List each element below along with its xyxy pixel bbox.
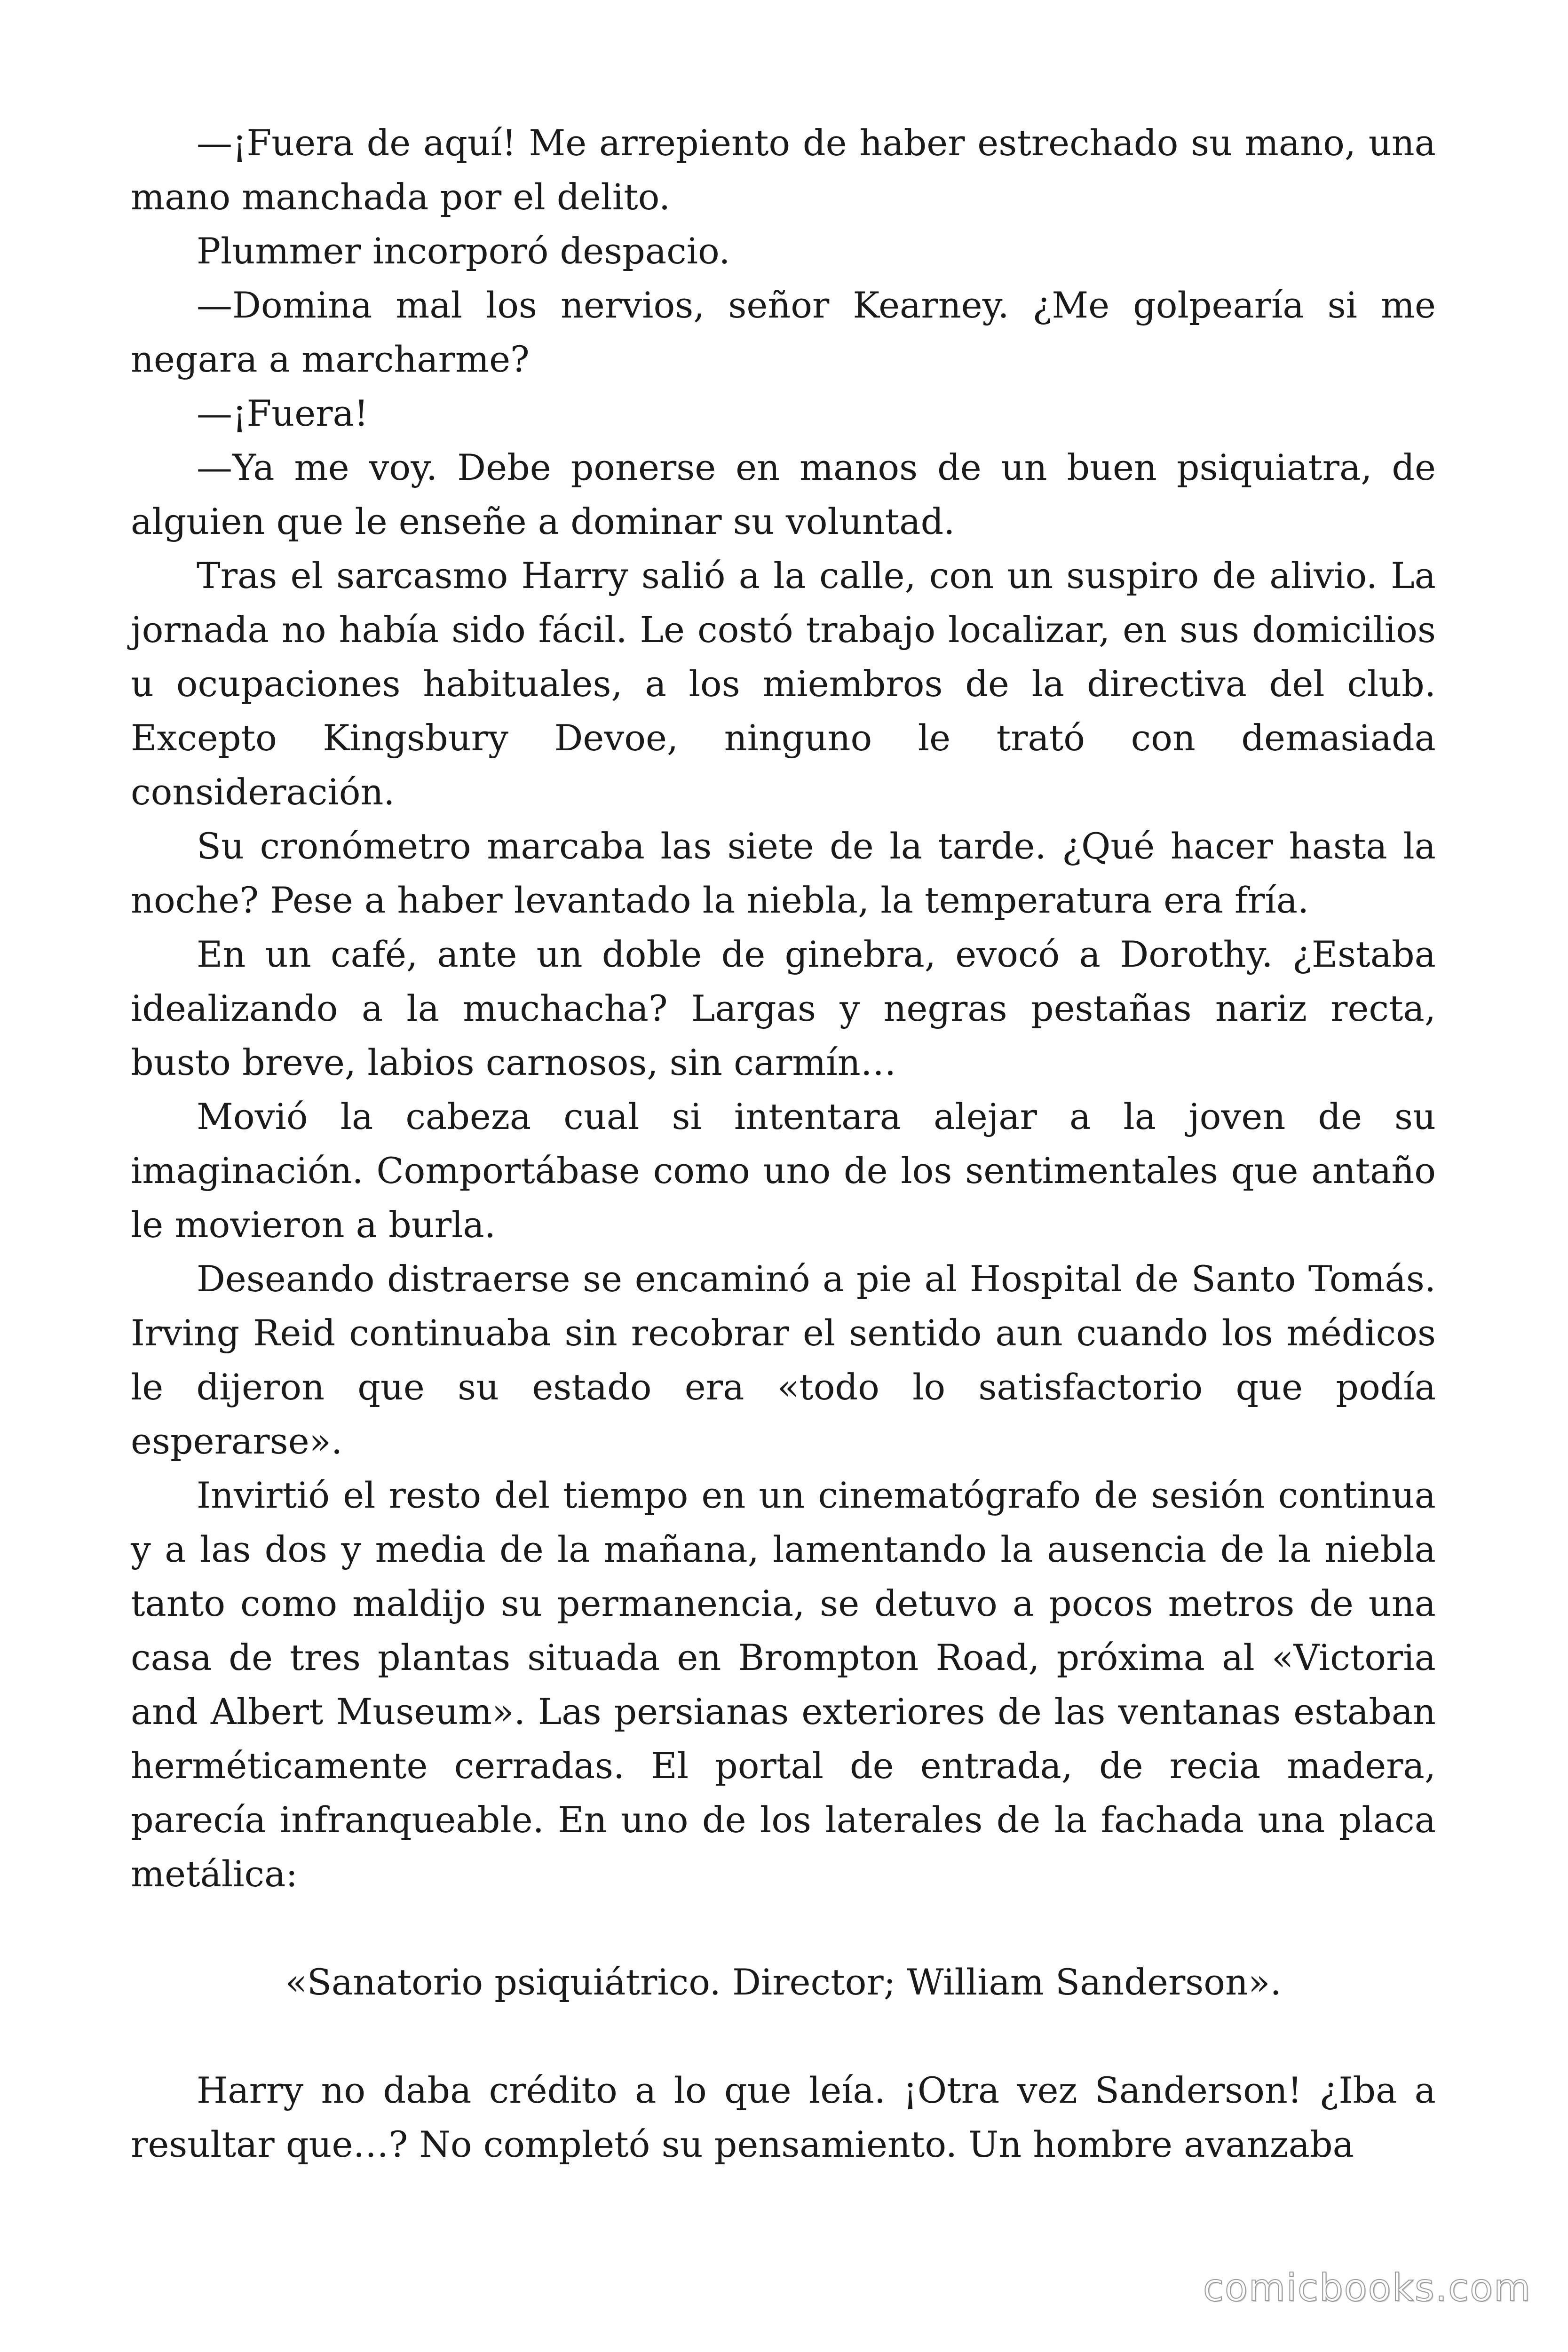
text-column (131, 116, 1436, 2171)
paragraph: En un café, ante un doble de ginebra, evocó a Dorothy. ¿Estaba idealizando a la muchacha? Largas y negras pestañas nariz recta, busto breve, labios carnosos, sin carmín… (131, 933, 1436, 1083)
paragraph: Deseando distraerse se encaminó a pie al Hospital de Santo Tomás. Irving Reid continuaba sin recobrar el sentido aun cuando los médicos le dijeron que su estado era «todo lo satisfactorio que podía esperarse». (131, 1258, 1436, 1462)
paragraph: Invirtió el resto del tiempo en un cinematógrafo de sesión continua y a las dos y media de la mañana, lamentando la ausencia de la niebla tanto como maldijo su permanencia, se detuvo a pocos metros de una casa de tres plantas situada en Brompton Road, próxima al «Victoria and Albert Museum». Las persianas exteriores de las ventanas estaban herméticamente cerradas. El portal de entrada, de recia madera, parecía infranqueable. En uno de los laterales de la fachada una placa metálica: (131, 1474, 1436, 1895)
paragraph: —¡Fuera! (197, 392, 369, 434)
sanatorium-sign-text: «Sanatorio psiquiátrico. Director; William Sanderson». (285, 1961, 1282, 2003)
paragraph: Plummer incorporó despacio. (197, 230, 730, 272)
paragraph: Tras el sarcasmo Harry salió a la calle, con un suspiro de alivio. La jornada no había sido fácil. Le costó trabajo localizar, en sus domicilios u ocupaciones habituales, a los miembros de la directiva del club. Excepto Kingsbury Devoe, ninguno le trató con demasiada consideración. (131, 555, 1436, 813)
paragraph: Movió la cabeza cual si intentara alejar a la joven de su imaginación. Comportábase como uno de los sentimentales que antaño le movieron a burla. (131, 1096, 1436, 1246)
paragraph: Su cronómetro marcaba las siete de la tarde. ¿Qué hacer hasta la noche? Pese a haber levantado la niebla, la temperatura era fría. (131, 825, 1436, 921)
closing-paragraph: Harry no daba crédito a lo que leía. ¡Otra vez Sanderson! ¿Iba a resultar que…? No completó su pensamiento. Un hombre avanzaba (131, 2069, 1436, 2165)
paragraph: —¡Fuera de aquí! Me arrepiento de haber estrechado su mano, una mano manchada por el delito. (131, 122, 1436, 218)
paragraph: —Ya me voy. Debe ponerse en manos de un buen psiquiatra, de alguien que le enseñe a dominar su voluntad. (131, 446, 1436, 542)
paragraph: —Domina mal los nervios, señor Kearney. ¿Me golpearía si me negara a marcharme? (131, 284, 1436, 380)
watermark: comicbooks.com (1203, 2266, 1531, 2310)
